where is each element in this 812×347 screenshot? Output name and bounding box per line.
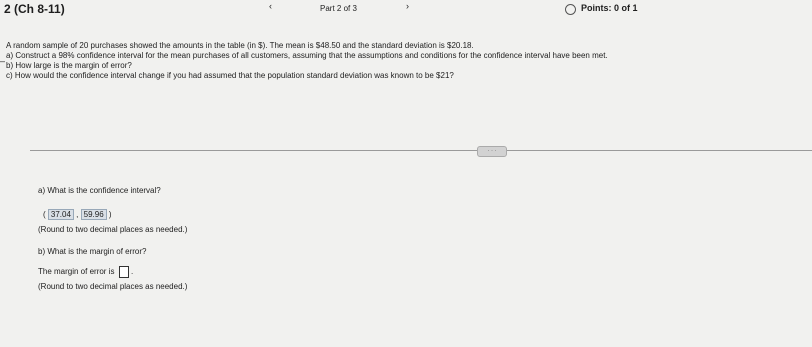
- margin-of-error-line: [38, 266, 133, 278]
- margin-prompt: The margin of error is: [38, 267, 115, 277]
- lower-bound-answer[interactable]: 37.04: [48, 209, 74, 220]
- comma: ,: [76, 210, 79, 219]
- problem-line: A random sample of 20 purchases showed the amounts in the table (in $). The mean is $48.50 and the standard deviation is $20.18.: [6, 41, 474, 50]
- part-a-rounding-note: (Round to two decimal places as needed.): [38, 225, 188, 234]
- problem-line: a) Construct a 98% confidence interval for the mean purchases of all customers, assuming that the assumptions and conditions for the confidence interval have been met.: [6, 51, 608, 60]
- section-divider: [30, 150, 812, 151]
- confidence-interval-answer: [43, 209, 112, 220]
- close-paren: ): [108, 210, 112, 219]
- problem-line: c) How would the confidence interval change if you had assumed that the population standard deviation was known to be $21?: [6, 71, 454, 80]
- points-status-icon: [565, 4, 576, 15]
- expand-button[interactable]: · · ·: [477, 146, 507, 157]
- points-label: Points: 0 of 1: [581, 3, 638, 13]
- period: .: [130, 267, 134, 277]
- collapse-icon[interactable]: –: [0, 56, 6, 66]
- previous-part-icon[interactable]: ‹: [269, 1, 272, 11]
- part-a-question: a) What is the confidence interval?: [38, 186, 161, 195]
- part-b-rounding-note: (Round to two decimal places as needed.): [38, 282, 188, 291]
- open-paren: (: [43, 210, 46, 219]
- margin-of-error-input[interactable]: [119, 266, 129, 278]
- next-part-icon[interactable]: ›: [406, 1, 409, 11]
- part-indicator: Part 2 of 3: [320, 4, 357, 13]
- problem-statement: [6, 41, 806, 81]
- part-b-question: b) What is the margin of error?: [38, 247, 147, 256]
- question-title: 2 (Ch 8-11): [4, 2, 65, 16]
- problem-line: b) How large is the margin of error?: [6, 61, 132, 70]
- upper-bound-answer[interactable]: 59.96: [81, 209, 107, 220]
